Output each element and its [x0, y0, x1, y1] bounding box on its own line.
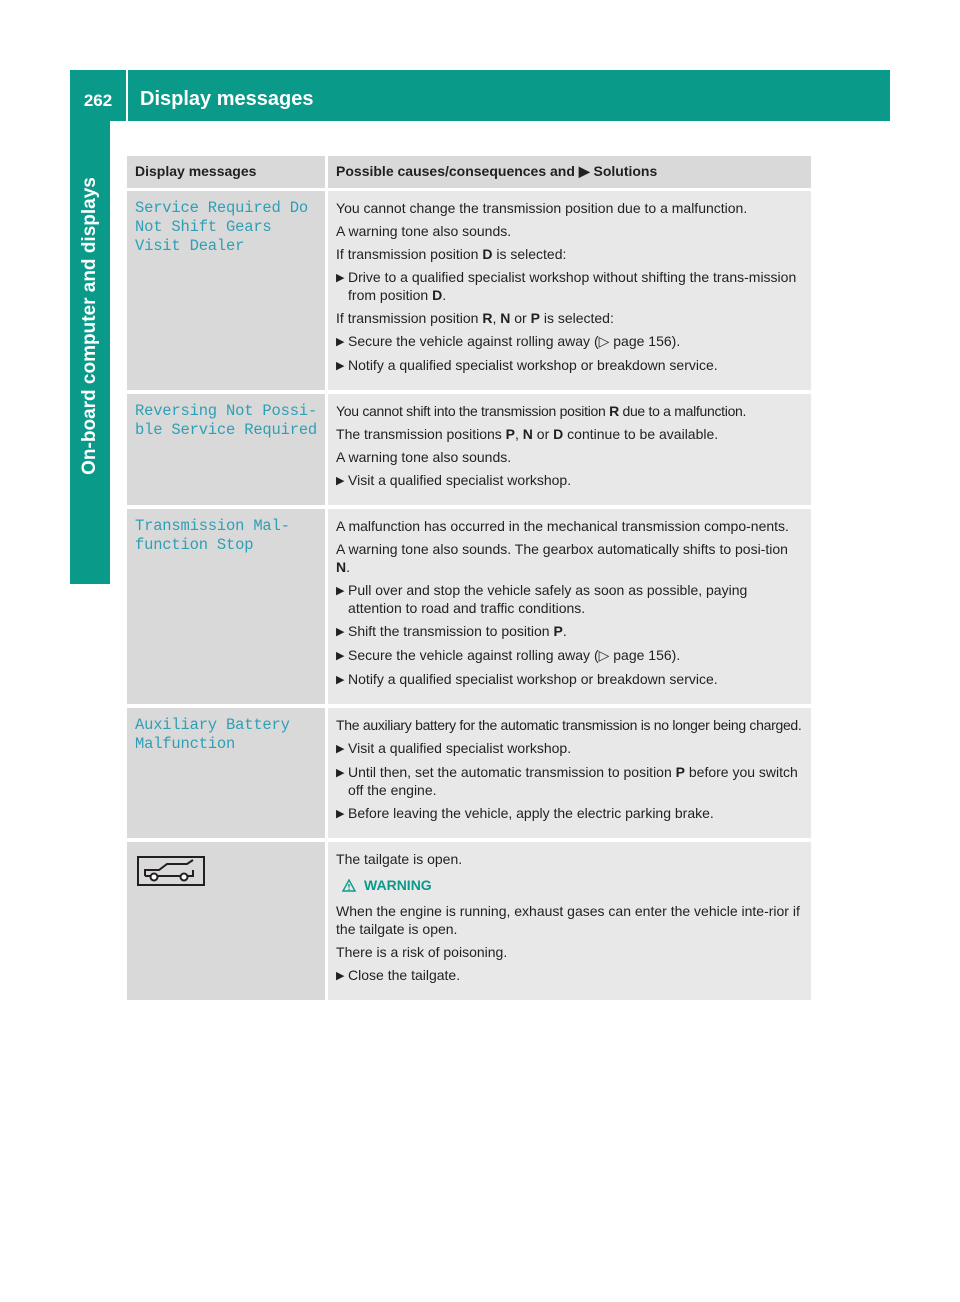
warning-triangle-icon [342, 879, 356, 892]
side-tab-label-wrap [70, 121, 110, 531]
display-message-text [135, 716, 317, 754]
step-text [348, 268, 803, 304]
warning-label: WARNING [364, 877, 432, 893]
col-header-causes [325, 156, 811, 191]
step-text: Notify a qualified specialist workshop or breakdown service. [348, 357, 718, 373]
solution-step [336, 804, 803, 823]
solution-step [336, 739, 803, 758]
message-cell [127, 842, 325, 1004]
step-arrow-icon: ▶ [336, 360, 345, 372]
position-letter: R [609, 403, 619, 419]
position-letter: P [530, 310, 540, 326]
step-arrow-icon: ▶ [336, 674, 345, 686]
display-message-text [135, 517, 317, 555]
text-run: If transmission position [336, 310, 483, 326]
message-line: Transmission Mal- [135, 517, 290, 535]
text-run: before you switch off the engine. [348, 764, 798, 798]
step-text: Pull over and stop the vehicle safely as soon as possible, paying attention to road and traffic conditions. [348, 582, 748, 616]
tailgate-open-icon [137, 856, 205, 886]
message-cell [127, 191, 325, 394]
step-text: Secure the vehicle against rolling away (▷ page 156). [348, 333, 681, 349]
solution-cell [325, 708, 811, 842]
table-row [127, 191, 811, 394]
text-run: is selected: [539, 310, 614, 326]
text-run: or [532, 426, 554, 442]
position-letter: N [500, 310, 511, 326]
step-arrow-icon: ▶ [336, 585, 345, 597]
step-arrow-icon: ▶ [336, 475, 345, 487]
message-line: Malfunction [135, 735, 236, 753]
cause-text: The tailgate is open. [336, 851, 463, 867]
cause-text: You cannot change the transmission position due to a malfunction. [336, 200, 748, 216]
table-row [127, 842, 811, 1004]
text-run: continue to be available. [563, 426, 719, 442]
message-line: ble Service Required [135, 421, 318, 439]
step-arrow-icon: ▶ [336, 808, 345, 820]
solution-step [336, 670, 803, 689]
table-row [127, 394, 811, 509]
text-run: Shift the transmission to position [348, 623, 554, 639]
col-header-display-messages: Display messages [127, 156, 325, 191]
page-header [70, 70, 890, 121]
cause-text: The auxiliary battery for the automatic transmission is no longer being charged. [336, 717, 802, 733]
position-letter: N [336, 559, 347, 575]
message-cell [127, 708, 325, 842]
page-title: Display messages [140, 88, 314, 110]
position-letter: P [675, 764, 685, 780]
text-run: Drive to a qualified specialist workshop without shifting the trans-mission from position [348, 269, 797, 303]
text-run: , [515, 426, 523, 442]
message-line: function Stop [135, 536, 254, 554]
text-run: Until then, set the automatic transmission to position [348, 764, 676, 780]
position-letter: R [482, 310, 493, 326]
cause-text [336, 425, 803, 443]
step-arrow-icon: ▶ [336, 743, 345, 755]
message-cell [127, 509, 325, 708]
solution-step [336, 581, 803, 617]
step-text: Notify a qualified specialist workshop or breakdown service. [348, 671, 718, 687]
cause-text: A malfunction has occurred in the mechanical transmission compo-nents. [336, 518, 789, 534]
message-line: Not Shift Gears [135, 218, 272, 236]
solution-step [336, 966, 803, 985]
table-header-row [127, 156, 811, 191]
solution-cell [325, 842, 811, 1004]
step-text [348, 622, 567, 641]
cause-text [336, 540, 803, 576]
col-header-causes-text: Possible causes/consequences and [336, 163, 575, 179]
step-arrow-icon: ▶ [336, 650, 345, 662]
solution-step [336, 471, 803, 490]
warning-text: When the engine is running, exhaust gases can enter the vehicle inte-rior if the tailgate is open. [336, 903, 800, 937]
message-cell [127, 394, 325, 509]
message-line: Reversing Not Possi- [135, 402, 318, 420]
table-row [127, 509, 811, 708]
solution-step [336, 356, 803, 375]
text-run: If transmission position [336, 246, 483, 262]
step-text [348, 763, 803, 799]
cause-text [336, 402, 803, 420]
text-run: or [510, 310, 531, 326]
solution-step [336, 763, 803, 799]
display-messages-table [127, 156, 811, 1004]
step-text: Secure the vehicle against rolling away (▷ page 156). [348, 647, 681, 663]
solution-cell [325, 191, 811, 394]
text-run: You cannot shift into the transmission position [336, 403, 610, 419]
table-row [127, 708, 811, 842]
display-message-text [135, 402, 317, 440]
position-letter: P [553, 623, 563, 639]
message-line: Visit Dealer [135, 237, 245, 255]
step-arrow-icon: ▶ [336, 336, 345, 348]
col-header-solutions-text: Solutions [593, 163, 658, 179]
position-letter: D [482, 246, 493, 262]
cause-text: A warning tone also sounds. [336, 223, 512, 239]
text-run: is selected: [492, 246, 567, 262]
solution-step [336, 622, 803, 641]
text-run: . [442, 287, 447, 303]
text-run: due to a malfunction. [618, 403, 747, 419]
text-run: The transmission positions [336, 426, 506, 442]
text-run: A warning tone also sounds. The gearbox automatically shifts to posi-tion [336, 541, 788, 557]
solution-cell [325, 509, 811, 708]
position-letter: N [522, 426, 533, 442]
solution-cell [325, 394, 811, 509]
step-arrow-icon: ▶ [336, 272, 345, 284]
step-arrow-icon: ▶ [336, 626, 345, 638]
cause-text [336, 245, 803, 263]
page-number: 262 [83, 91, 113, 110]
cause-text: A warning tone also sounds. [336, 449, 512, 465]
message-line: Service Required Do [135, 199, 308, 217]
display-message-text [135, 199, 317, 256]
solution-step [336, 646, 803, 665]
position-letter: D [432, 287, 443, 303]
text-run: . [562, 623, 567, 639]
position-letter: D [553, 426, 564, 442]
step-text: Visit a qualified specialist workshop. [348, 472, 572, 488]
step-text: Close the tailgate. [348, 967, 461, 983]
warning-text: There is a risk of poisoning. [336, 944, 508, 960]
message-line: Auxiliary Battery [135, 716, 290, 734]
solution-arrow-icon: ▶ [578, 163, 590, 179]
step-arrow-icon: ▶ [336, 970, 345, 982]
text-run: , [492, 310, 501, 326]
solution-step [336, 332, 803, 351]
side-tab-label: On-board computer and displays [79, 177, 100, 475]
step-arrow-icon: ▶ [336, 767, 345, 779]
solution-step [336, 268, 803, 304]
text-run: . [346, 559, 351, 575]
step-text: Visit a qualified specialist workshop. [348, 740, 572, 756]
warning-heading [336, 876, 803, 894]
position-letter: P [505, 426, 516, 442]
step-text: Before leaving the vehicle, apply the electric parking brake. [348, 805, 714, 821]
cause-text [336, 309, 803, 327]
